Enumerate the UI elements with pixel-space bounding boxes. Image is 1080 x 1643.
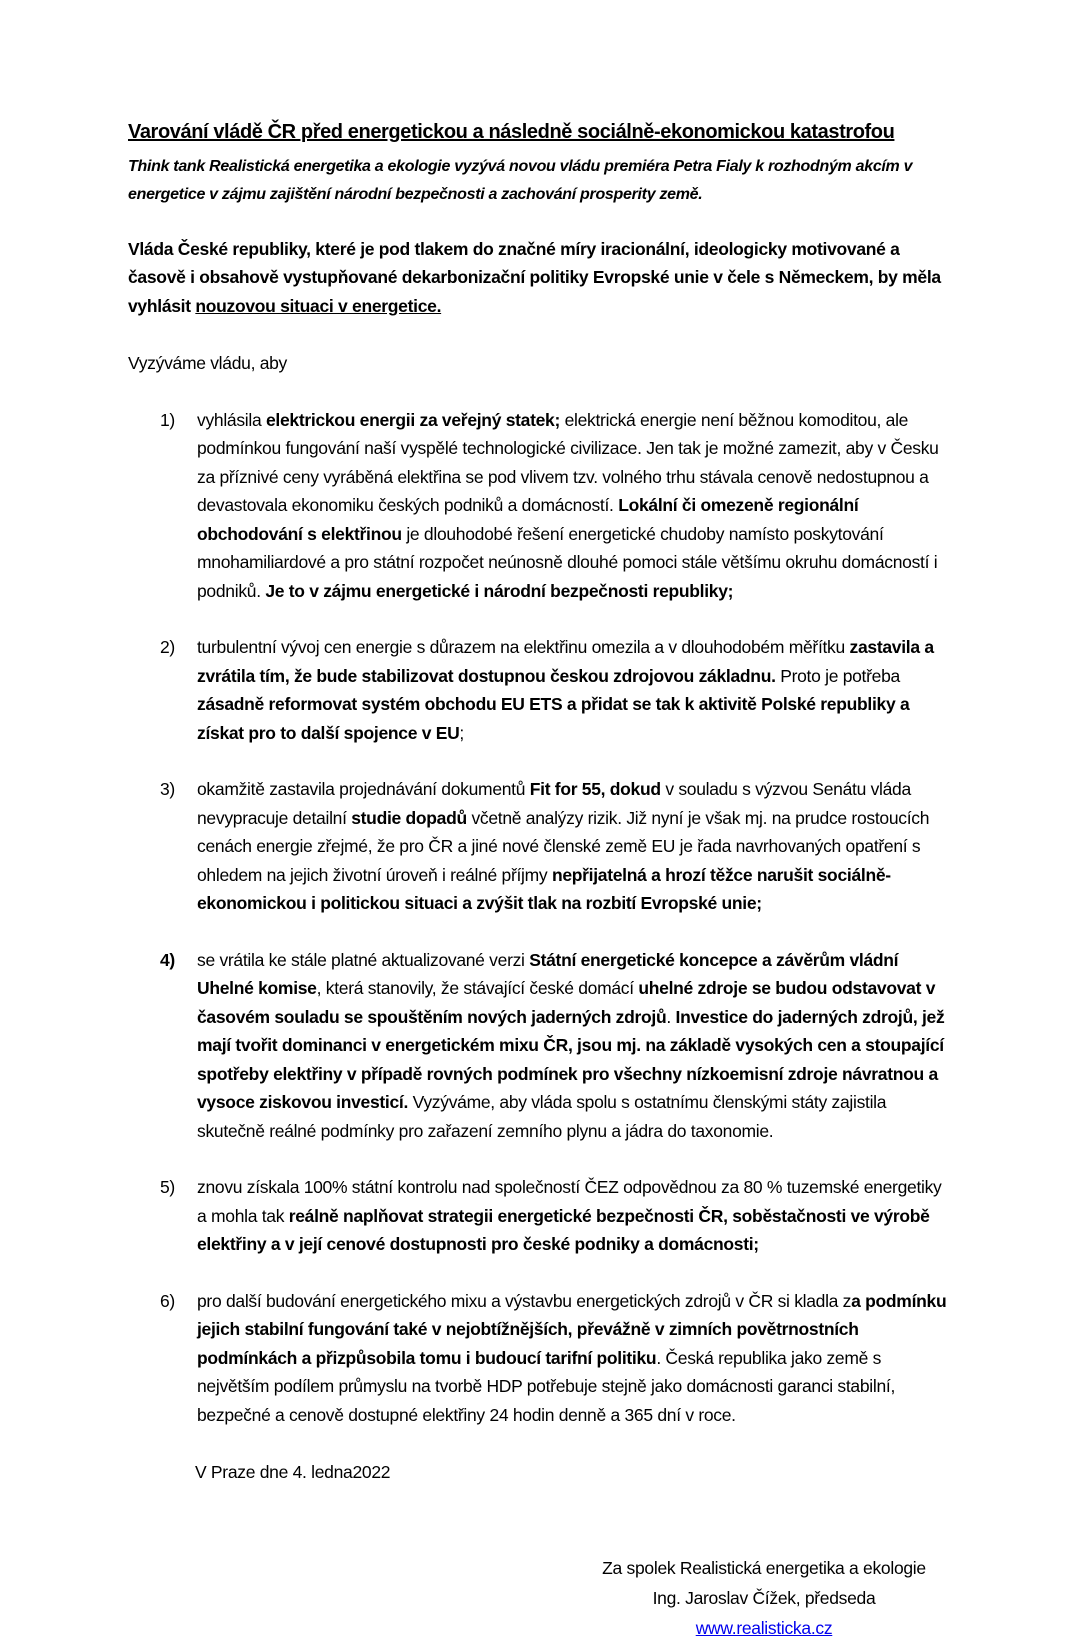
signature-block	[578, 1553, 950, 1643]
list-item-text: pro další budování energetického mixu a výstavbu energetických zdrojů v ČR si kladla za podmínku jejich stabilní fungování také v nejobtížnějších, převážně v zimních povětrnostních podmínkách a přizpůsobila tomu i budoucí tarifní politiku. Česká republika jako země s největším podílem průmyslu na tvorbě HDP potřebuje stejně jako domácnosti garanci stabilní, bezpečné a cenově dostupné elektřiny 24 hodin denně a 365 dní v roce.	[197, 1290, 947, 1425]
date-line: V Praze dne 4. ledna2022	[195, 1462, 391, 1482]
list-item-text: znovu získala 100% státní kontrolu nad společností ČEZ odpovědnou za 80 % tuzemské energetiky a mohla tak reálně naplňovat strategii energetické bezpečnosti ČR, soběstačnosti ve výrobě elektřiny a v její cenové dostupnosti pro české podniky a domácnosti;	[197, 1177, 942, 1254]
list-item-number: 3)	[160, 779, 175, 799]
list-item	[128, 1287, 950, 1430]
document-title: Varování vládě ČR před energetickou a následně sociálně-ekonomickou katastrofou	[128, 121, 895, 143]
intro-paragraph: Vláda České republiky, které je pod tlakem do značné míry iracionální, ideologicky motivované a časově i obsahově vystupňované dekarbonizační politiky Evropské unie v čele s Německem, by měla vyhlásit nouzovou situaci v energetice.	[128, 238, 941, 316]
list-item	[128, 1173, 950, 1259]
demands-list	[128, 406, 950, 1430]
document-lede: Think tank Realistická energetika a ekologie vyzývá novou vládu premiéra Petra Fialy k rozhodným akcím v energetice v zájmu zajištění národní bezpečnosti a zachování prosperity země.	[128, 157, 913, 203]
list-item	[128, 775, 950, 918]
list-item-text: vyhlásila elektrickou energii za veřejný statek; elektrická energie není běžnou komoditou, ale podmínkou fungování naší vyspělé technologické civilizace. Jen tak je možné zamezit, aby v Česku za příznivé ceny vyráběná elektřina se pod vlivem tzv. volného trhu stávala cenově nedostupnou a devastovala ekonomiku českých podniků a domácností. Lokální či omezeně regionální obchodování s elektřinou je dlouhodobé řešení energetické chudoby namísto poskytování mnohamiliardové a pro státní rozpočet neúnosně dlouhé pomoci stále většímu okruhu domácností i podniků. Je to v zájmu energetické i národní bezpečnosti republiky;	[197, 409, 939, 601]
website-link[interactable]: www.realisticka.cz	[695, 1617, 833, 1638]
call-to-action-line: Vyzýváme vládu, aby	[128, 353, 288, 373]
list-item-number: 4)	[160, 949, 175, 970]
list-item	[128, 633, 950, 747]
list-item-number: 1)	[160, 409, 175, 430]
signature-organization: Za spolek Realistická energetika a ekologie	[602, 1557, 926, 1578]
list-item-number: 2)	[160, 637, 175, 657]
list-item	[128, 406, 950, 606]
signature-name: Ing. Jaroslav Čížek, předseda	[652, 1587, 876, 1608]
list-item	[128, 946, 950, 1146]
signature-link-row	[578, 1613, 950, 1643]
list-item-text: se vrátila ke stále platné aktualizované verzi Státní energetické koncepce a závěrům vládní Uhelné komise, která stanovily, že stávající české domácí uhelné zdroje se budou odstavovat v časovém souladu se spouštěním nových jaderných zdrojů. Investice do jaderných zdrojů, jež mají tvořit dominanci v energetickém mixu ČR, jsou mj. na základě vysokých cen a stoupající spotřeby elektřiny v případě rovných podmínek pro všechny nízkoemisní zdroje návratnou a vysoce ziskovou investicí. Vyzýváme, aby vláda spolu s ostatnímu členskými státy zajistila skutečně reálné podmínky pro zařazení zemního plynu a jádra do taxonomie.	[197, 949, 945, 1141]
list-item-text: okamžitě zastavila projednávání dokumentů Fit for 55, dokud v souladu s výzvou Senátu vláda nevypracuje detailní studie dopadů včetně analýzy rizik. Již nyní je však mj. na prudce rostoucích cenách energie zřejmé, že pro ČR a jiné nové členské země EU je řada navrhovaných opatření s ohledem na jejich životní úroveň i reálné příjmy nepřijatelná a hrozí těžce narušit sociálně-ekonomickou i politickou situaci a zvýšit tlak na rozbití Evropské unie;	[197, 779, 930, 913]
list-item-number: 5)	[160, 1177, 175, 1197]
list-item-number: 6)	[160, 1290, 175, 1311]
list-item-text: turbulentní vývoj cen energie s důrazem na elektřinu omezila a v dlouhodobém měřítku zastavila a zvrátila tím, že bude stabilizovat dostupnou českou zdrojovou základnu. Proto je potřeba zásadně reformovat systém obchodu EU ETS a přidat se tak k aktivitě Polské republiky a získat pro to další spojence v EU;	[197, 637, 934, 743]
